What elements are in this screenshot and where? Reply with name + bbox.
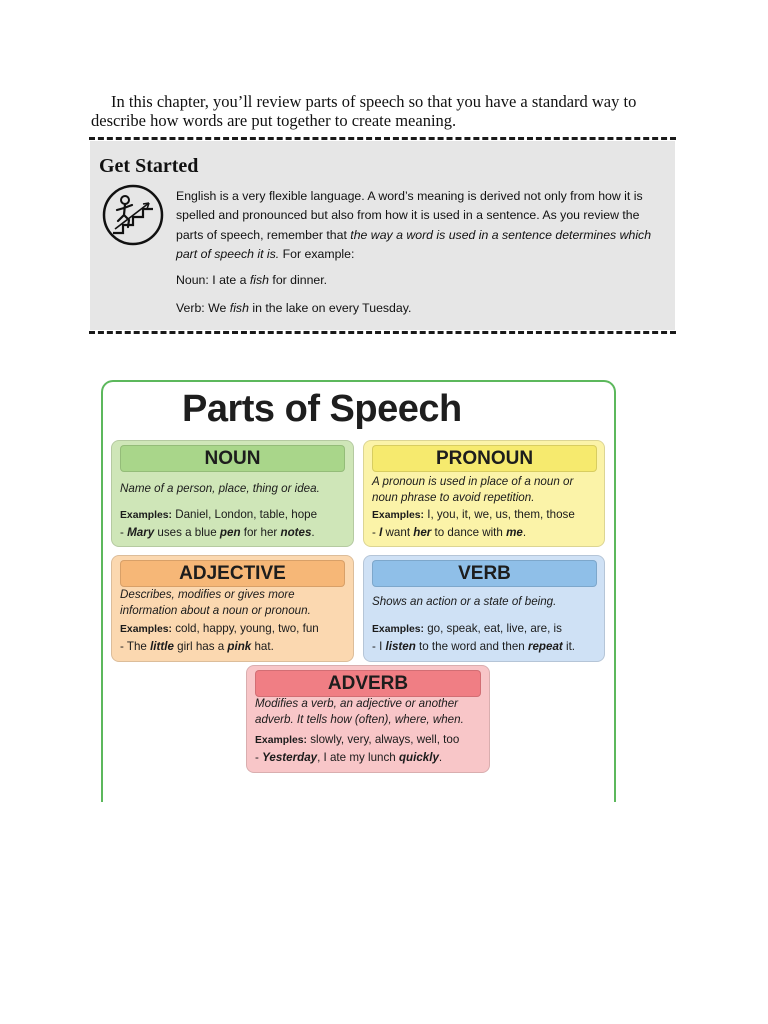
noun-definition: Name of a person, place, thing or idea. <box>120 482 320 495</box>
verb-example: Verb: We fish in the lake on every Tuesday. <box>176 301 412 316</box>
noun-example: Noun: I ate a fish for dinner. <box>176 273 328 288</box>
get-started-text <box>176 187 654 319</box>
adverb-card <box>246 665 490 773</box>
pronoun-examples: Examples: I, you, it, we, us, them, those - I want her to dance with me. <box>372 506 600 541</box>
adverb-examples: Examples: slowly, very, always, well, too - Yesterday, I ate my lunch quickly. <box>255 731 485 766</box>
person-climbing-stairs-icon <box>101 183 165 247</box>
adjective-label: ADJECTIVE <box>120 560 345 587</box>
intro-line-1: In this chapter, you’ll review parts of speech so that you have a standard way to <box>111 92 637 111</box>
pronoun-label: PRONOUN <box>372 445 597 472</box>
pronoun-card <box>363 440 605 547</box>
adverb-label: ADVERB <box>255 670 481 697</box>
top-dashed-divider <box>89 137 676 140</box>
adjective-examples: Examples: cold, happy, young, two, fun - The little girl has a pink hat. <box>120 620 350 655</box>
verb-card <box>363 555 605 662</box>
noun-label: NOUN <box>120 445 345 472</box>
get-started-box <box>90 141 675 330</box>
noun-card <box>111 440 354 547</box>
verb-definition: Shows an action or a state of being. <box>372 595 557 608</box>
verb-sentence: - I listen to the word and then repeat it. <box>372 640 576 653</box>
pronoun-definition: A pronoun is used in place of a noun or noun phrase to avoid repetition. <box>372 475 574 504</box>
intro-paragraph <box>91 92 681 130</box>
get-started-title: Get Started <box>99 155 199 177</box>
verb-label: VERB <box>372 560 597 587</box>
verb-examples: Examples: go, speak, eat, live, are, is - I listen to the word and then repeat it. <box>372 620 600 655</box>
adjective-card <box>111 555 354 662</box>
intro-line-2: describe how words are put together to create meaning. <box>91 111 457 130</box>
bottom-dashed-divider <box>89 331 676 334</box>
adjective-sentence: - The little girl has a pink hat. <box>120 640 274 653</box>
adverb-sentence: - Yesterday, I ate my lunch quickly. <box>255 751 443 764</box>
noun-sentence: - Mary uses a blue pen for her notes. <box>120 526 315 539</box>
get-started-paragraph: English is a very flexible language. A word’s meaning is derived not only from how it is spelled and pronounced but also from how it is used in a sentence. As you review the parts of speech, remember that the way a word is used in a sentence determines which part of speech it is. For example: <box>176 189 652 261</box>
adjective-definition: Describes, modifies or gives more information about a noun or pronoun. <box>120 588 311 617</box>
pronoun-sentence: - I want her to dance with me. <box>372 526 527 539</box>
parts-of-speech-title: Parts of Speech <box>182 388 462 430</box>
adverb-definition: Modifies a verb, an adjective or another adverb. It tells how (often), where, when. <box>255 697 464 726</box>
noun-examples: Examples: Daniel, London, table, hope - Mary uses a blue pen for her notes. <box>120 506 348 541</box>
